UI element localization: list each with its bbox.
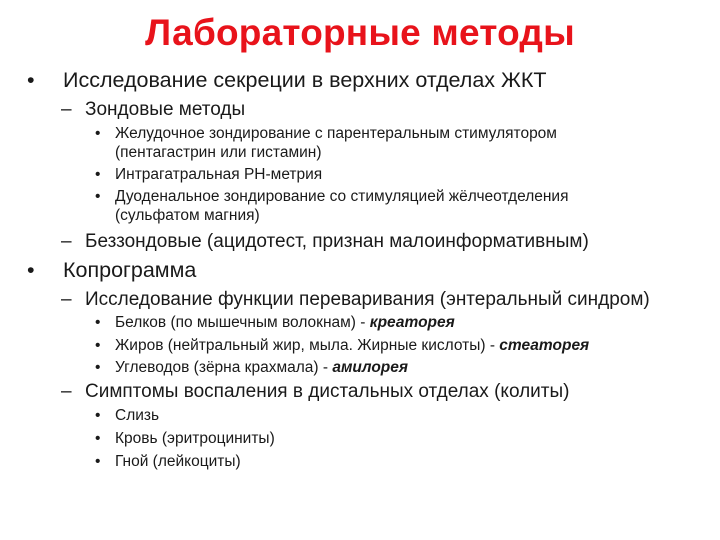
bullet-icon: •: [27, 68, 35, 92]
dash-icon: –: [61, 231, 72, 252]
medical-term: креаторея: [369, 314, 455, 331]
bullet-icon: •: [95, 407, 101, 424]
medical-term: амилорея: [332, 359, 409, 376]
bullet-icon: •: [95, 337, 101, 354]
list-item-text-part: Жиров (нейтральный жир, мыла. Жирные кислоты) -: [115, 337, 500, 354]
list-item-text: Дуоденальное зондирование со стимуляцией жёлчеотделения: [115, 188, 569, 205]
dash-icon: –: [61, 289, 72, 310]
dash-icon: –: [61, 381, 72, 402]
list-item-text: [115, 337, 589, 355]
dash-icon: –: [61, 99, 72, 120]
slide-title: Лабораторные методы: [145, 12, 575, 53]
list-item-text: Гной (лейкоциты): [115, 453, 241, 470]
list-item-text-part: Белков (по мышечным волокнам) -: [115, 314, 370, 331]
bullet-icon: •: [95, 430, 101, 447]
subitem-text: Исследование функции переваривания (энтеральный синдром): [85, 289, 650, 310]
list-item-text: Желудочное зондирование с парентеральным стимулятором: [115, 125, 557, 142]
section-2-text: Копрограмма: [63, 258, 197, 282]
subitem-text: Симптомы воспаления в дистальных отделах (колиты): [85, 381, 570, 402]
subitem-text: Зондовые методы: [85, 99, 246, 120]
list-item-text-part: Углеводов (зёрна крахмала) -: [115, 359, 333, 376]
bullet-icon: •: [95, 166, 101, 183]
list-item-text: Интрагатральная РН-метрия: [115, 166, 323, 183]
bullet-icon: •: [95, 359, 101, 376]
medical-term: стеаторея: [499, 337, 590, 354]
bullet-icon: •: [27, 258, 35, 282]
bullet-icon: •: [95, 188, 101, 205]
list-item-text: [115, 314, 455, 332]
list-item-text: Кровь (эритроциниты): [115, 430, 275, 447]
list-item-continuation: (сульфатом магния): [115, 207, 260, 224]
list-item-continuation: (пентагастрин или гистамин): [115, 144, 322, 161]
list-item-text: Слизь: [115, 407, 160, 424]
subitem-text: Беззондовые (ацидотест, признан малоинформативным): [85, 231, 589, 252]
list-item-text: [115, 359, 408, 377]
bullet-icon: •: [95, 453, 101, 470]
bullet-icon: •: [95, 125, 101, 142]
section-1-text: Исследование секреции в верхних отделах ЖКТ: [63, 68, 547, 92]
bullet-icon: •: [95, 314, 101, 331]
